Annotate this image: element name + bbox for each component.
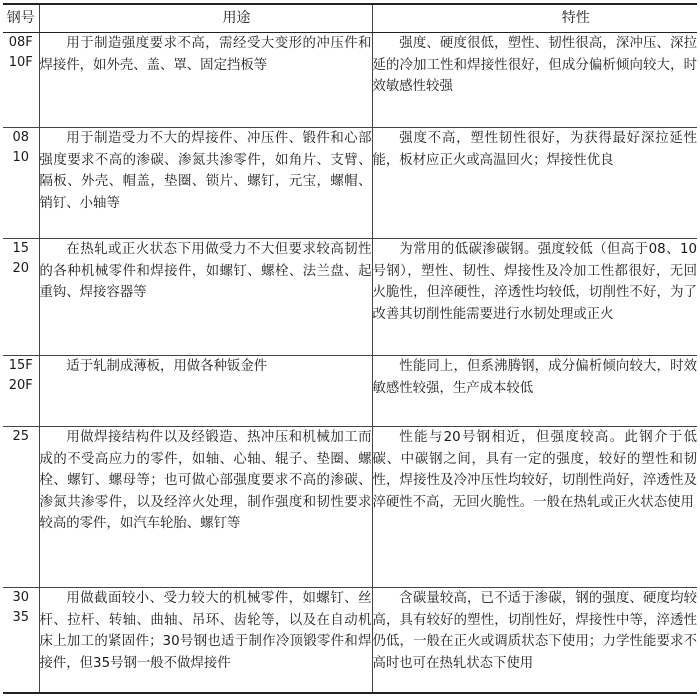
use-cell: [39, 427, 372, 588]
use-cell: [39, 239, 372, 356]
use-text: 适于轧制成薄板，用做各种钣金件: [66, 359, 268, 374]
property-text: 强度不高，塑性韧性很好，为获得最好深拉延性能，板材应正火或高温回火；焊接性优良: [372, 131, 697, 168]
use-text: 用于制造受力不大的焊接件、冲压件、锻件和心部强度要求不高的渗碳、渗氮共渗零件，如角片、支臂、隔板、外壳、帽盖，垫圈、锁片、螺钉，元宝，螺帽、销钉、小轴等: [39, 131, 372, 211]
property-text: 含碳量较高，已不适于渗碳，钢的强度、硬度均较高，具有较好的塑性，切削性好，焊接性中等，淬透性仍低，一般在正火或调质状态下使用；力学性能要求不高时也可在热轧状态下使用: [372, 591, 697, 671]
use-text: 用做截面较小、受力较大的机械零件，如螺钉、丝杆、拉杆、转轴、曲轴、吊环、齿轮等，以及在自动机床上加工的紧固件；30号钢也适于制作冷顶锻零件和焊接件，但35号钢一般不做焊接件: [39, 591, 372, 671]
use-cell: [39, 588, 372, 694]
header-use: 用途: [39, 4, 372, 33]
table-row: [3, 33, 697, 128]
table-row: [3, 588, 697, 694]
steel-grade-table: [3, 3, 697, 694]
property-cell: [372, 33, 697, 128]
table-row: [3, 356, 697, 427]
grade-cell: 15 20: [3, 239, 39, 356]
grade-cell: 08 10: [3, 128, 39, 239]
use-cell: [39, 33, 372, 128]
grade-cell: 15F 20F: [3, 356, 39, 427]
use-cell: [39, 356, 372, 427]
property-text: 为常用的低碳渗碳钢。强度较低（但高于08、10号钢），塑性、韧性、焊接性及冷加工性都很好，无回火脆性，但淬硬性，淬透性均较低，切削性不好，为了改善其切削性能需要进行水韧处理或正火: [372, 242, 697, 322]
grade-cell: 08F 10F: [3, 33, 39, 128]
property-text: 性能与20号钢相近，但强度较高。此钢介于低碳、中碳钢之间，具有一定的强度，较好的塑性和韧性，焊接性及冷冲压性均较好，切削性尚好，淬透性及淬硬性不高，无回火脆性。一般在热轧或正火状态使用: [372, 430, 697, 510]
table-row: [3, 427, 697, 588]
grade-cell: 30 35: [3, 588, 39, 694]
use-text: 用做焊接结构件以及经锻造、热冲压和机械加工而成的不受高应力的零件，如轴、心轴、辊子、垫圈、螺栓、螺钉、螺母等；也可做心部强度要求不高的渗碳、渗氮共渗零件，以及经淬火处理，制作强度和韧性要求较高的零件，如汽车轮胎、螺钉等: [39, 430, 372, 532]
property-text: 强度、硬度很低，塑性、韧性很高，深冲压、深拉延的冷加工性和焊接性很好，但成分偏析倾向较大，时效敏感性较强: [372, 36, 697, 95]
property-cell: [372, 588, 697, 694]
use-text: 在热轧或正火状态下用做受力不大但要求较高韧性的各种机械零件和焊接件，如螺钉、螺栓、法兰盘、起重钩、焊接容器等: [39, 242, 372, 301]
table-header-row: [3, 4, 697, 33]
header-grade: 钢号: [3, 4, 39, 33]
table-row: [3, 128, 697, 239]
property-cell: [372, 128, 697, 239]
grade-cell: 25: [3, 427, 39, 588]
property-cell: [372, 427, 697, 588]
property-text: 性能同上，但系沸腾钢，成分偏析倾向较大，时效敏感性较强，生产成本较低: [372, 359, 697, 396]
header-property: 特性: [372, 4, 697, 33]
property-cell: [372, 239, 697, 356]
property-cell: [372, 356, 697, 427]
use-text: 用于制造强度要求不高，需经受大变形的冲压件和焊接件，如外壳、盖、罩、固定挡板等: [39, 36, 372, 73]
use-cell: [39, 128, 372, 239]
table-row: [3, 239, 697, 356]
